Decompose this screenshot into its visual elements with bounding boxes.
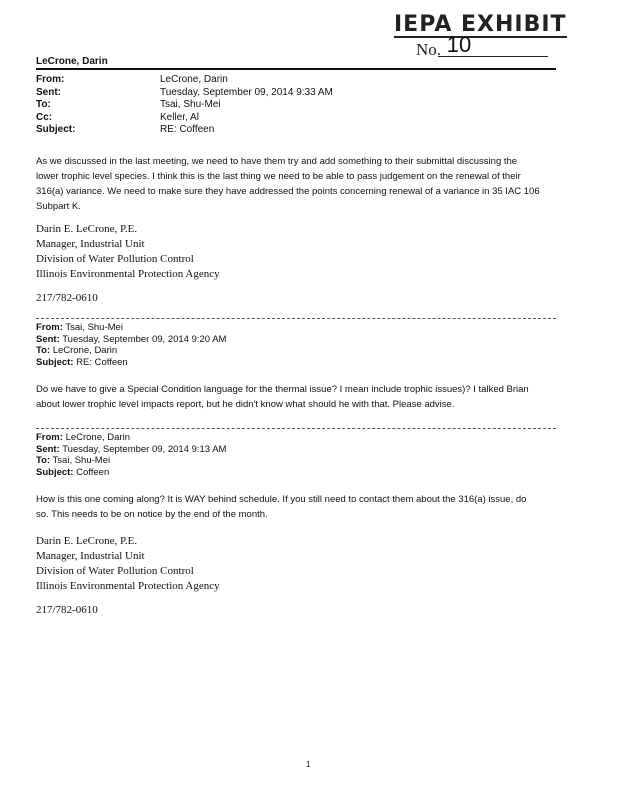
email1-body (36, 154, 576, 214)
email2-subject-value: RE: Coffeen (76, 356, 128, 368)
email2-sent-row: Sent: Tuesday, September 09, 2014 9:20 AM (36, 333, 227, 345)
email1-from-value: LeCrone, Darin (160, 74, 228, 85)
email1-from-row (36, 74, 333, 87)
email3-sent-row: Sent: Tuesday, September 09, 2014 9:13 AM (36, 443, 227, 455)
exhibit-number-value: 10 (446, 32, 472, 57)
email3-header-block (36, 432, 226, 478)
email2-from-value: Tsai, Shu-Mei (65, 322, 123, 333)
email3-signature (36, 534, 220, 594)
email1-header-block (36, 74, 333, 137)
page-number: 1 (306, 760, 311, 769)
email2-header-block (36, 322, 226, 368)
email3-body-line: How is this one coming along? It is WAY behind schedule. If you still need to contact them about the 316(a) issue, do (36, 494, 527, 505)
email2-to-row: To: LeCrone, Darin (36, 345, 118, 356)
email2-to-value: LeCrone, Darin (52, 345, 118, 356)
email1-sent-row (36, 87, 333, 100)
email2-from-row: From: Tsai, Shu-Mei (36, 322, 123, 333)
email1-cc-label: Cc: (36, 111, 53, 123)
email3-divider (36, 428, 556, 429)
email3-from-row: From: LeCrone, Darin (36, 432, 130, 443)
email3-body-line: so. This needs to be on notice by the end of the month. (36, 509, 268, 520)
signature-agency: Illinois Environmental Protection Agency (36, 580, 220, 592)
signature-title: Manager, Industrial Unit (36, 238, 145, 250)
email1-phone: 217/782-0610 (36, 292, 98, 304)
email1-body-line: As we discussed in the last meeting, we need to have them try and add something to their submittal discussing the (36, 156, 518, 167)
email3-subject-value: Coffeen (76, 466, 110, 478)
email1-body-line: lower trophic level species. I think this is the last thing we need to be able to pass judgement on the renewal of their (36, 171, 521, 182)
email1-cc-row (36, 112, 333, 125)
email2-body (36, 382, 576, 412)
email1-body-line: Subpart K. (36, 201, 81, 212)
email3-to-value: Tsai, Shu-Mei (52, 455, 111, 466)
signature-name: Darin E. LeCrone, P.E. (36, 223, 138, 235)
email1-to-label: To: (36, 99, 51, 110)
exhibit-stamp-title: IEPA EXHIBIT (394, 12, 567, 37)
email2-body-line: about lower trophic level impacts report, but he didn't know what should he with that. Please advise. (36, 399, 455, 410)
signature-agency: Illinois Environmental Protection Agency (36, 268, 220, 280)
email1-to-value: Tsai, Shu-Mei (160, 99, 221, 110)
email3-phone: 217/782-0610 (36, 604, 98, 616)
email1-subject-label: Subject: (36, 124, 76, 135)
email2-sent-value: Tuesday, September 09, 2014 9:20 AM (62, 333, 227, 345)
email1-to-row (36, 99, 333, 112)
email3-from-value: LeCrone, Darin (65, 432, 130, 443)
email2-divider (36, 318, 556, 319)
email3-sent-value: Tuesday, September 09, 2014 9:13 AM (62, 443, 227, 455)
email3-to-row: To: Tsai, Shu-Mei (36, 455, 111, 466)
signature-name: Darin E. LeCrone, P.E. (36, 535, 138, 547)
signature-division: Division of Water Pollution Control (36, 565, 194, 577)
email1-signature (36, 222, 220, 282)
exhibit-number-underline (438, 56, 548, 57)
header-divider (36, 68, 556, 70)
exhibit-number-label: No. (416, 40, 442, 59)
email3-body (36, 492, 576, 522)
email1-subject-value: RE: Coffeen (160, 124, 215, 135)
email1-sent-value: Tuesday, September 09, 2014 9:33 AM (160, 86, 333, 98)
email3-subject-row: Subject: Coffeen (36, 466, 110, 478)
email1-from-label: From: (36, 74, 65, 85)
email2-subject-row: Subject: RE: Coffeen (36, 356, 128, 368)
signature-title: Manager, Industrial Unit (36, 550, 145, 562)
signature-division: Division of Water Pollution Control (36, 253, 194, 265)
email1-sent-label: Sent: (36, 86, 61, 98)
email2-body-line: Do we have to give a Special Condition language for the thermal issue? I mean include trophic issues)? I talked Brian (36, 384, 529, 395)
email1-cc-value: Keller, Al (160, 111, 199, 123)
email1-body-line: 316(a) variance. We need to make sure they have addressed the points concerning renewal of a variance in 35 IAC 106 (36, 186, 540, 197)
document-header-name: LeCrone, Darin (36, 56, 108, 67)
email1-subject-row (36, 124, 333, 137)
